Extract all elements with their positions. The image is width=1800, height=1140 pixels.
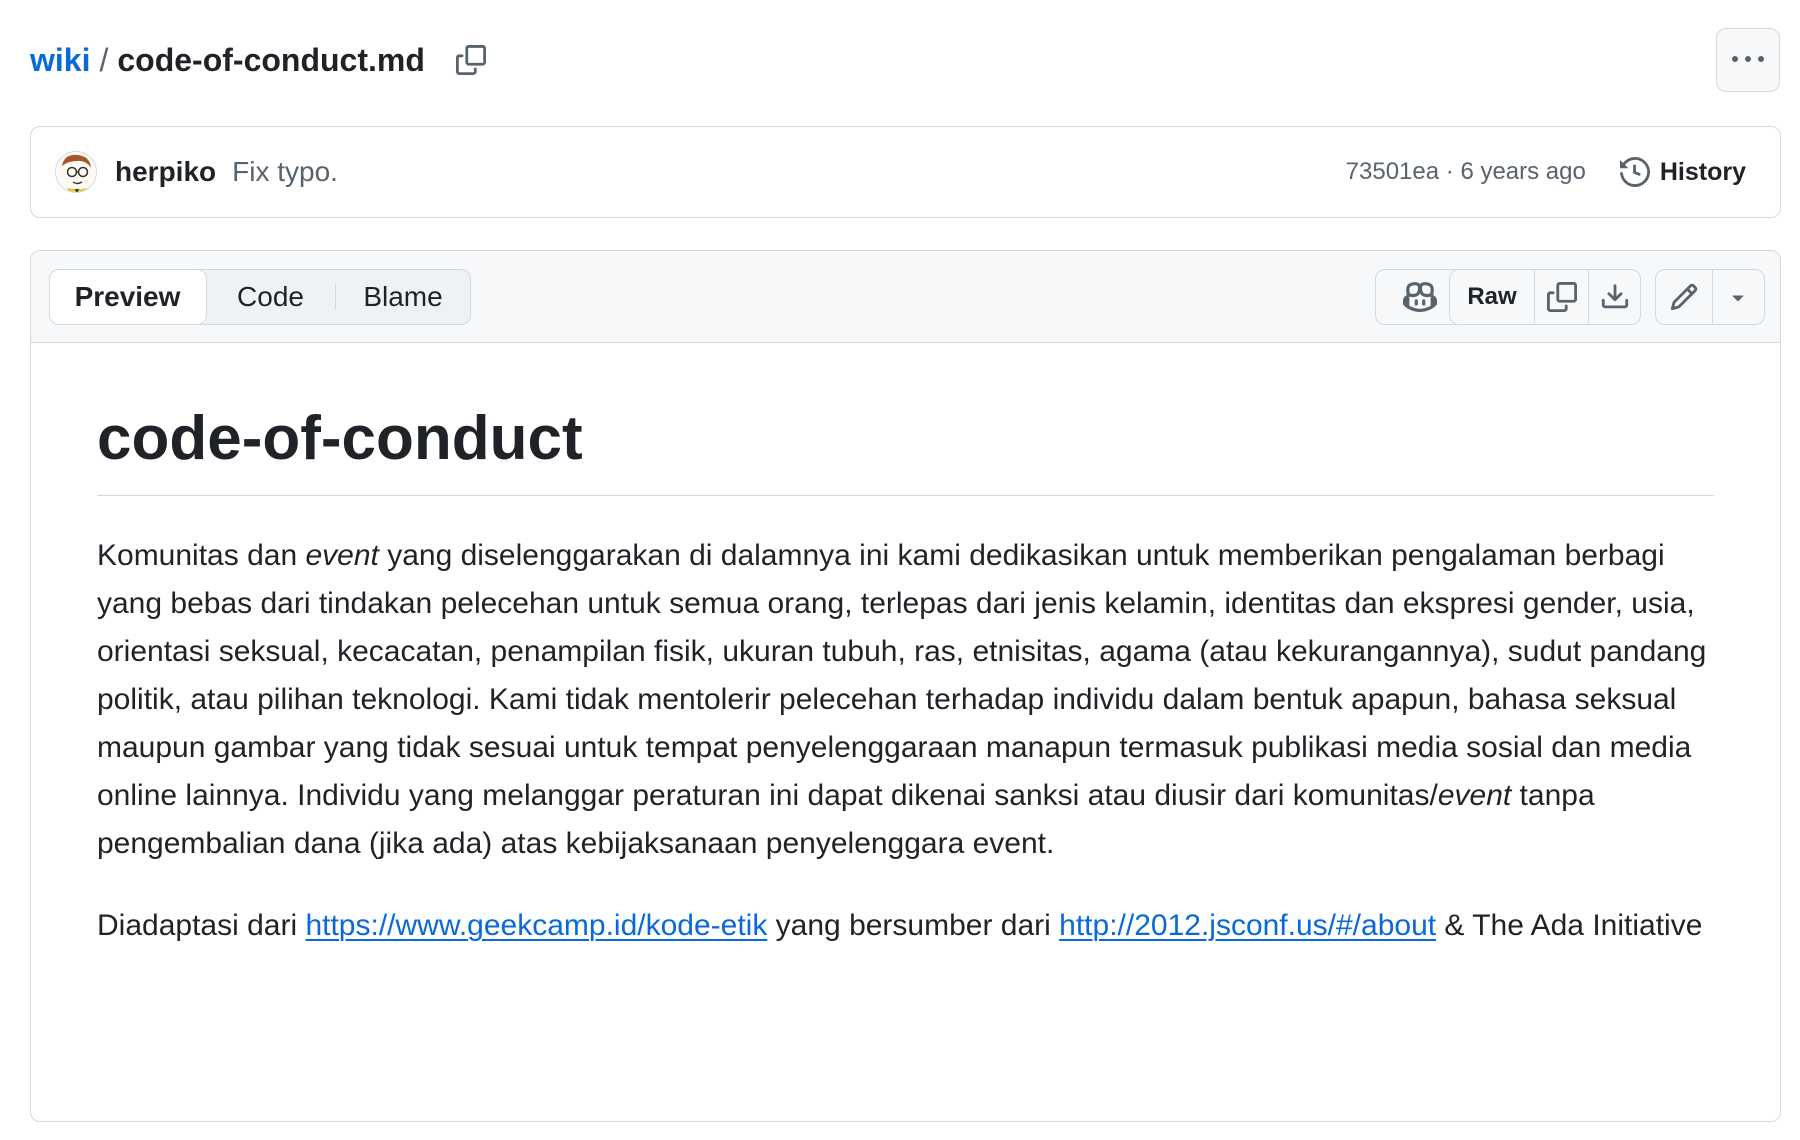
geekcamp-link[interactable]: https://www.geekcamp.id/kode-etik (305, 909, 768, 942)
breadcrumb-separator: / (99, 42, 109, 78)
edit-actions-group (1655, 269, 1765, 325)
file-viewer (30, 250, 1781, 1122)
commit-age: 6 years ago (1460, 158, 1586, 185)
paragraph-attribution (97, 902, 1714, 950)
paragraph-text: yang bersumber dari (767, 909, 1060, 942)
more-options-button[interactable] (1716, 28, 1780, 92)
copy-icon (1547, 282, 1577, 312)
tab-preview[interactable]: Preview (49, 269, 207, 325)
paragraph-text: Diadaptasi dari (97, 909, 306, 942)
edit-dropdown-button[interactable] (1712, 270, 1763, 323)
commit-meta (1346, 158, 1586, 186)
triangle-down-icon (1726, 285, 1750, 309)
paragraph-text: yang diselenggarakan di dalamnya ini kami dedikasikan untuk memberikan pengalaman berbagi yang bebas dari tindakan pelecehan untuk semua orang, terlepas dari jenis kelamin, identitas dan ekspresi gender, usia, orientasi seksual, kecacatan, penampilan fisik, ukuran tubuh, ras, etnisitas, agama (atau kekurangannya), sudut pandang politik, atau pilihan teknologi. Kami tidak mentolerir pelecehan terhadap individu dalam bentuk apapun, bahasa seksual maupun gambar yang tidak sesuai untuk tempat penyelenggaraan manapun termasuk publikasi media sosial dan media online lainnya. Individu yang melanggar peraturan ini dapat dikenai sanksi atau diusir dari komunitas/ (97, 539, 1707, 812)
page-title: code-of-conduct (97, 401, 1714, 496)
view-mode-segmented-control (49, 269, 471, 325)
paragraph-policy (97, 532, 1714, 868)
edit-file-button[interactable] (1656, 270, 1712, 323)
history-label: History (1659, 157, 1746, 186)
breadcrumb (30, 40, 491, 80)
download-button[interactable] (1588, 270, 1640, 323)
download-icon (1600, 282, 1630, 312)
commit-meta-group (1346, 157, 1746, 187)
commit-message-link[interactable]: Fix typo. (232, 156, 338, 187)
jsconf-link[interactable]: http://2012.jsconf.us/#/about (1059, 909, 1437, 942)
paragraph-text: & The Ada Initiative (1436, 909, 1703, 942)
commit-sha-link[interactable]: 73501ea (1345, 158, 1440, 185)
latest-commit-box (30, 126, 1781, 218)
copilot-icon (1403, 280, 1437, 314)
raw-button[interactable]: Raw (1467, 282, 1517, 310)
commit-author-link[interactable]: herpiko (115, 156, 217, 187)
history-button[interactable] (1620, 157, 1746, 187)
copy-path-button[interactable] (451, 40, 491, 80)
breadcrumb-file-name: code-of-conduct.md (117, 42, 425, 78)
kebab-horizontal-icon (1732, 44, 1764, 76)
copy-raw-button[interactable] (1534, 270, 1588, 323)
breadcrumb-repo-link[interactable]: wiki (30, 42, 91, 78)
file-viewer-header (31, 251, 1780, 343)
emphasis-text: event (305, 539, 379, 572)
emphasis-text: event (1437, 779, 1512, 812)
paragraph-text: Komunitas dan (97, 539, 306, 572)
file-path-header (30, 28, 1780, 96)
pencil-icon (1669, 282, 1699, 312)
history-icon (1620, 157, 1650, 187)
markdown-body (31, 343, 1780, 950)
tab-blame[interactable]: Blame (363, 280, 443, 312)
paragraph-text: tanpa pengembalian dana (jika ada) atas kebijaksanaan penyelenggara event. (97, 779, 1595, 860)
copy-icon (456, 45, 486, 75)
tab-code[interactable]: Code (237, 280, 304, 312)
raw-actions-group (1449, 269, 1641, 325)
avatar[interactable] (55, 151, 97, 193)
commit-meta-dot: · (1445, 158, 1454, 185)
